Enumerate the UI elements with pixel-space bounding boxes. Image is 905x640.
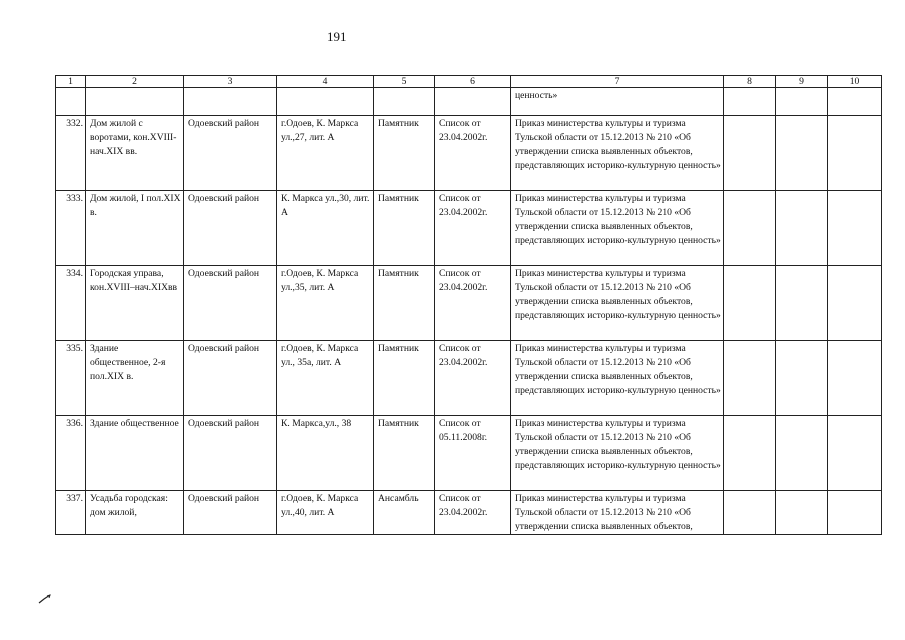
list-cell: Список от 23.04.2002г. xyxy=(435,341,511,416)
list-cell: Список от 23.04.2002г. xyxy=(435,191,511,266)
column-header: 5 xyxy=(374,76,435,88)
pen-mark-icon xyxy=(38,594,52,604)
object-name: Городская управа, кон.XVIII–нач.XIXвв xyxy=(86,266,184,341)
category-cell: Ансамбль xyxy=(374,491,435,535)
row-number: 334. xyxy=(56,266,86,341)
table-row xyxy=(56,416,882,491)
table-row xyxy=(56,266,882,341)
empty-cell xyxy=(435,88,511,116)
object-name: Здание общественное, 2-я пол.XIX в. xyxy=(86,341,184,416)
table-row xyxy=(56,191,882,266)
document-cell: Приказ министерства культуры и туризма Тульской области от 15.12.2013 № 210 «Об утверждении списка выявленных объектов, представляющих историко-культурную ценность» xyxy=(511,416,724,491)
empty-cell xyxy=(776,116,828,191)
column-header: 3 xyxy=(184,76,277,88)
row-number: 337. xyxy=(56,491,86,535)
address-cell: К. Маркса,ул., 38 xyxy=(277,416,374,491)
address-cell: г.Одоев, К. Маркса ул., 35а, лит. А xyxy=(277,341,374,416)
empty-cell xyxy=(56,88,86,116)
empty-cell xyxy=(724,266,776,341)
column-header: 2 xyxy=(86,76,184,88)
empty-cell xyxy=(828,191,882,266)
heritage-registry-table xyxy=(55,75,882,535)
empty-cell xyxy=(724,491,776,535)
row-number: 333. xyxy=(56,191,86,266)
empty-cell xyxy=(776,491,828,535)
table-row xyxy=(56,491,882,535)
table-row xyxy=(56,116,882,191)
district-cell: Одоевский район xyxy=(184,491,277,535)
document-cell: Приказ министерства культуры и туризма Тульской области от 15.12.2013 № 210 «Об утверждении списка выявленных объектов, представляющих историко-культурную ценность» xyxy=(511,191,724,266)
table-header-row xyxy=(56,76,882,88)
column-header: 1 xyxy=(56,76,86,88)
document-cell: Приказ министерства культуры и туризма Тульской области от 15.12.2013 № 210 «Об утверждении списка выявленных объектов, представляющих историко-культурную ценность» xyxy=(511,266,724,341)
address-cell: К. Маркса ул.,30, лит. А xyxy=(277,191,374,266)
category-cell: Памятник xyxy=(374,266,435,341)
district-cell: Одоевский район xyxy=(184,266,277,341)
column-header: 6 xyxy=(435,76,511,88)
empty-cell xyxy=(86,88,184,116)
empty-cell xyxy=(776,341,828,416)
object-name: Здание общественное xyxy=(86,416,184,491)
list-cell: Список от 05.11.2008г. xyxy=(435,416,511,491)
district-cell: Одоевский район xyxy=(184,341,277,416)
column-header: 4 xyxy=(277,76,374,88)
row-number: 335. xyxy=(56,341,86,416)
page-number: 191 xyxy=(327,29,347,44)
empty-cell xyxy=(828,116,882,191)
empty-cell xyxy=(184,88,277,116)
empty-cell xyxy=(724,191,776,266)
district-cell: Одоевский район xyxy=(184,191,277,266)
empty-cell xyxy=(277,88,374,116)
empty-cell xyxy=(724,116,776,191)
document-cell: Приказ министерства культуры и туризма Тульской области от 15.12.2013 № 210 «Об утверждении списка выявленных объектов, xyxy=(511,491,724,535)
object-name: Усадьба городская: дом жилой, xyxy=(86,491,184,535)
category-cell: Памятник xyxy=(374,416,435,491)
district-cell: Одоевский район xyxy=(184,416,277,491)
document-cell: Приказ министерства культуры и туризма Тульской области от 15.12.2013 № 210 «Об утверждении списка выявленных объектов, представляющих историко-культурную ценность» xyxy=(511,116,724,191)
empty-cell xyxy=(776,88,828,116)
empty-cell xyxy=(828,341,882,416)
continuation-row xyxy=(56,88,882,116)
category-cell: Памятник xyxy=(374,116,435,191)
address-cell: г.Одоев, К. Маркса ул.,40, лит. А xyxy=(277,491,374,535)
empty-cell xyxy=(776,416,828,491)
empty-cell xyxy=(374,88,435,116)
category-cell: Памятник xyxy=(374,341,435,416)
column-header: 7 xyxy=(511,76,724,88)
list-cell: Список от 23.04.2002г. xyxy=(435,266,511,341)
empty-cell xyxy=(776,191,828,266)
document-cell: Приказ министерства культуры и туризма Тульской области от 15.12.2013 № 210 «Об утверждении списка выявленных объектов, представляющих историко-культурную ценность» xyxy=(511,341,724,416)
empty-cell xyxy=(724,88,776,116)
empty-cell xyxy=(724,341,776,416)
empty-cell xyxy=(828,266,882,341)
document-cell: ценность» xyxy=(511,88,724,116)
row-number: 336. xyxy=(56,416,86,491)
address-cell: г.Одоев, К. Маркса ул.,27, лит. А xyxy=(277,116,374,191)
column-header: 8 xyxy=(724,76,776,88)
object-name: Дом жилой, I пол.XIX в. xyxy=(86,191,184,266)
empty-cell xyxy=(828,491,882,535)
column-header: 9 xyxy=(776,76,828,88)
list-cell: Список от 23.04.2002г. xyxy=(435,116,511,191)
empty-cell xyxy=(724,416,776,491)
empty-cell xyxy=(828,88,882,116)
list-cell: Список от 23.04.2002г. xyxy=(435,491,511,535)
table-row xyxy=(56,341,882,416)
row-number: 332. xyxy=(56,116,86,191)
empty-cell xyxy=(828,416,882,491)
address-cell: г.Одоев, К. Маркса ул.,35, лит. А xyxy=(277,266,374,341)
category-cell: Памятник xyxy=(374,191,435,266)
empty-cell xyxy=(776,266,828,341)
district-cell: Одоевский район xyxy=(184,116,277,191)
object-name: Дом жилой с воротами, кон.XVIII-нач.XIX вв. xyxy=(86,116,184,191)
column-header: 10 xyxy=(828,76,882,88)
